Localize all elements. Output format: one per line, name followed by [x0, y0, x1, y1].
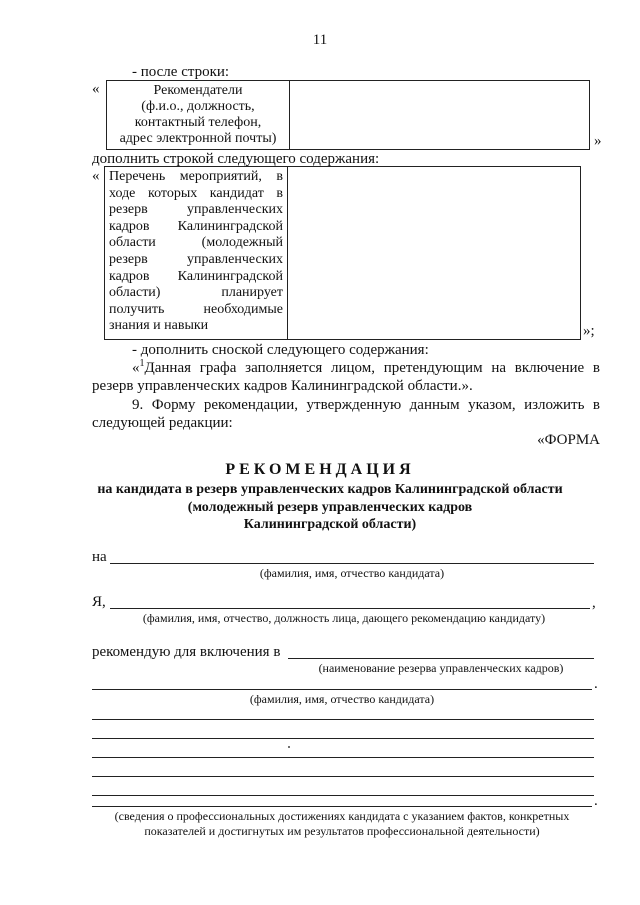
- achievements-line[interactable]: [92, 776, 594, 777]
- footnote-line-2: резерв управленческих кадров Калининградской области.».: [92, 378, 473, 394]
- field-recommend-caption: (наименование резерва управленческих кадров): [318, 661, 564, 675]
- footnote-quote: «: [132, 360, 140, 376]
- table-2-line: Перечень мероприятий, в: [109, 169, 283, 184]
- table-1-line: Рекомендатели: [153, 83, 243, 98]
- achievements-line[interactable]: [92, 719, 594, 720]
- footnote-label: - дополнить сноской следующего содержания:: [132, 342, 429, 358]
- table-2-label-cell: [105, 167, 288, 339]
- achievements-line[interactable]: [92, 757, 594, 758]
- table-2-line: получить необходимые: [109, 301, 283, 317]
- form-title: РЕКОМЕНДАЦИЯ: [225, 461, 415, 478]
- field-candidate-line[interactable]: [92, 689, 592, 690]
- table-2-line: знания и навыки: [109, 318, 209, 334]
- quote-open-1: «: [92, 81, 100, 97]
- field-ya-label: Я,: [92, 594, 106, 610]
- footnote-text-1: Данная графа заполняется лицом, претендующим на включение в: [144, 360, 600, 376]
- scan-dot: [288, 746, 290, 748]
- achievements-line-last[interactable]: [92, 806, 592, 807]
- table-2-line: кадров Калининградской: [109, 268, 283, 284]
- table-1-line: (ф.и.о., должность,: [141, 99, 255, 114]
- field-candidate-period: .: [594, 676, 598, 692]
- forma-label: «ФОРМА: [537, 432, 600, 448]
- table-2-line: резерв управленческих: [109, 202, 283, 218]
- field-na-line[interactable]: [110, 563, 594, 564]
- achievements-line[interactable]: [92, 738, 594, 739]
- table-1: [106, 80, 590, 150]
- quote-close-1: »: [594, 133, 602, 149]
- table-2-value-cell: [288, 167, 580, 339]
- page-number: 11: [312, 32, 328, 48]
- add-row-label: дополнить строкой следующего содержания:: [92, 151, 380, 167]
- form-subtitle-3: Калининградской области): [243, 517, 417, 532]
- table-2-line: ходе которых кандидат в: [109, 185, 283, 201]
- table-2: [104, 166, 581, 340]
- table-1-line: адрес электронной почты): [119, 131, 277, 146]
- final-caption-1: (сведения о профессиональных достижениях кандидата с указанием фактов, конкретных: [114, 809, 570, 823]
- achievements-period: .: [594, 793, 598, 809]
- form-subtitle-1: на кандидата в резерв управленческих кадров Калининградской области: [97, 482, 563, 497]
- field-na-caption: (фамилия, имя, отчество кандидата): [259, 566, 445, 580]
- final-caption-2: показателей и достигнутых им результатов профессиональной деятельности): [144, 824, 540, 838]
- footnote-mark: 1: [139, 358, 145, 369]
- table-2-line: кадров Калининградской: [109, 218, 283, 234]
- item-9-line-2: следующей редакции:: [92, 415, 233, 431]
- field-na-label: на: [92, 549, 107, 565]
- table-2-line: области) планирует: [109, 285, 283, 301]
- field-ya-caption: (фамилия, имя, отчество, должность лица, дающего рекомендацию кандидату): [142, 611, 546, 625]
- table-1-value-cell: [290, 81, 589, 149]
- field-ya-comma: ,: [592, 595, 596, 611]
- footnote-line-1: [132, 358, 600, 377]
- field-recommend-line[interactable]: [288, 658, 594, 659]
- item-9-line-1: 9. Форму рекомендации, утвержденную данным указом, изложить в: [132, 397, 600, 413]
- table-1-line: контактный телефон,: [134, 115, 262, 130]
- quote-close-2: »;: [583, 323, 595, 339]
- form-subtitle-2: (молодежный резерв управленческих кадров: [187, 500, 473, 515]
- quote-open-2: «: [92, 168, 100, 184]
- field-recommend-label: рекомендую для включения в: [92, 644, 281, 660]
- table-2-line: резерв управленческих: [109, 251, 283, 267]
- table-2-line: области (молодежный: [109, 235, 283, 251]
- field-candidate-caption: (фамилия, имя, отчество кандидата): [249, 692, 435, 706]
- field-ya-line[interactable]: [110, 608, 590, 609]
- after-row-label: - после строки:: [132, 64, 230, 80]
- achievements-line[interactable]: [92, 795, 594, 796]
- table-1-label-cell: [107, 81, 290, 149]
